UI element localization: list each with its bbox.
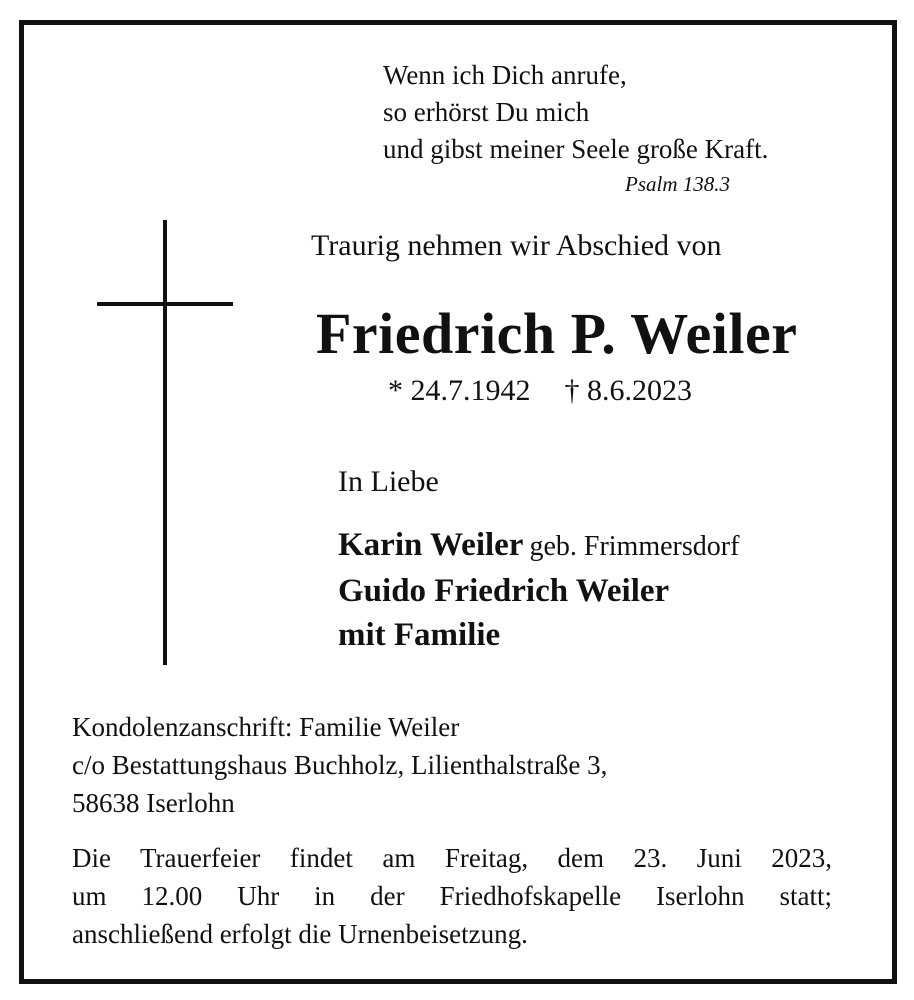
death-date: † 8.6.2023 <box>564 374 692 407</box>
birth-date: * 24.7.1942 <box>388 374 531 407</box>
ceremony-notice <box>72 839 832 953</box>
life-dates <box>388 374 692 408</box>
ceremony-line: anschließend erfolgt die Urnenbeisetzung. <box>72 919 528 949</box>
mourners-list <box>338 523 739 657</box>
cross-icon <box>163 220 167 665</box>
address-line: Kondolenzanschrift: Familie Weiler <box>72 712 460 742</box>
farewell-intro: Traurig nehmen wir Abschied von <box>311 229 722 262</box>
psalm-quote <box>383 57 768 168</box>
cross-icon-bar <box>97 302 233 306</box>
address-line: 58638 Iserlohn <box>72 788 235 818</box>
psalm-line: so erhörst Du mich <box>383 97 590 127</box>
mourner-guido: Guido Friedrich Weiler <box>338 573 670 609</box>
psalm-line: und gibst meiner Seele große Kraft. <box>383 134 769 164</box>
psalm-reference: Psalm 138.3 <box>625 172 730 196</box>
address-line: c/o Bestattungshaus Buchholz, Lilienthalstraße 3, <box>72 750 608 780</box>
ceremony-line: um 12.00 Uhr in der Friedhofskapelle Iserlohn statt; <box>72 881 832 911</box>
ceremony-line: Die Trauerfeier findet am Freitag, dem 23. Juni 2023, <box>72 843 832 873</box>
in-love-label: In Liebe <box>338 465 439 498</box>
mourner-family: mit Familie <box>338 617 501 653</box>
psalm-line: Wenn ich Dich anrufe, <box>383 60 627 90</box>
mourner-karin-name: Karin Weiler <box>338 527 524 563</box>
condolence-address <box>72 708 607 822</box>
mourner-karin-maiden-name: geb. Frimmersdorf <box>529 531 740 562</box>
deceased-name: Friedrich P. Weiler <box>316 301 798 366</box>
mourner-karin <box>338 523 739 569</box>
